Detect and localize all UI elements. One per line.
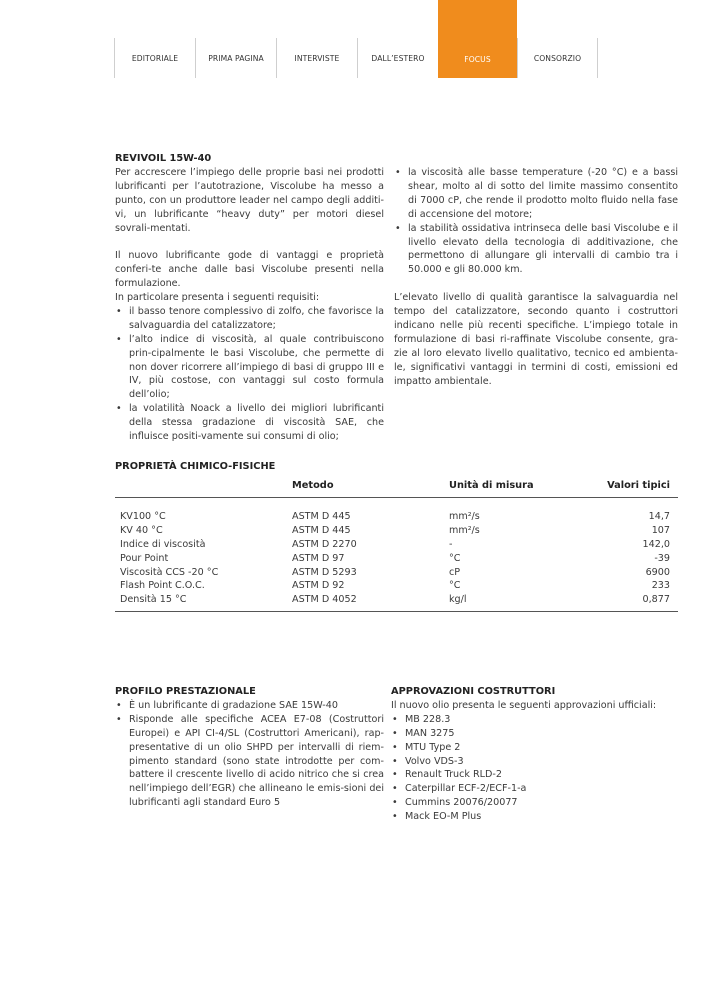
tab-focus[interactable]: FOCUS [438, 0, 517, 78]
list-item: • MTU Type 2 [391, 741, 678, 755]
tab-interviste[interactable]: INTERVISTE [276, 38, 357, 78]
table-header-metodo: Metodo [292, 480, 334, 491]
list-item: • Cummins 20076/20077 [391, 796, 678, 810]
intro-left-column [115, 152, 384, 444]
table-cell: kg/l [449, 594, 467, 606]
table-cell: cP [449, 566, 461, 578]
intro-paragraph-4: L’elevato livello di qualità garantisce la salvaguardia nel tempo del catalizzatore, secondo quanto i costruttori indicano nelle più recenti specifiche. L’impiego totale in formulazione di basi ri-raffinate Viscolube consente, gra-zie al loro elevato livello qualitativo, tecnico ed ambienta-le, significativi vantaggi in termini di costi, emissioni ed impatto ambientale. [394, 292, 678, 387]
table-cell: ASTM D 445 [292, 511, 351, 522]
approvals-title: APPROVAZIONI COSTRUTTORI [391, 686, 556, 697]
table-cell: 142,0 [642, 538, 670, 550]
table-cell: -39 [654, 552, 670, 564]
table-cell: KV100 °C [120, 511, 166, 522]
table-row [115, 524, 678, 538]
product-title: REVIVOIL 15W-40 [115, 153, 212, 164]
list-item: • Caterpillar ECF-2/ECF-1-a [391, 782, 678, 796]
table-header-rule [115, 497, 678, 498]
list-item: • Mack EO-M Plus [391, 810, 678, 824]
approvals-intro: Il nuovo olio presenta le seguenti approvazioni ufficiali: [391, 699, 657, 711]
table-cell: Densità 15 °C [120, 594, 187, 606]
table-row [115, 566, 678, 580]
intro-paragraph-2: Il nuovo lubrificante gode di vantaggi e proprietà conferi-te anche dalle basi Viscolube presenti nella formulazione. [115, 250, 384, 290]
tab-dall-estero[interactable]: DALL’ESTERO [357, 38, 438, 78]
table-cell: 233 [651, 580, 670, 592]
list-item: • È un lubrificante di gradazione SAE 15W-40 [115, 699, 384, 713]
profile-column [115, 685, 384, 810]
list-item: • MB 228.3 [391, 713, 678, 727]
tab-prima-pagina[interactable]: PRIMA PAGINA [195, 38, 276, 78]
table-cell: mm²/s [449, 524, 480, 536]
table-cell: ASTM D 2270 [292, 538, 357, 550]
list-item: • la stabilità ossidativa intrinseca delle basi Viscolube e il livello elevato della tecnologia di additivazione, che permettono di allungare gli intervalli di cambio tra i 50.000 e gli 80.000 km. [394, 222, 678, 278]
list-item: • l’alto indice di viscosità, al quale contribuiscono prin-cipalmente le basi Viscolube, che permette di non dover ricorrere all’impiego di basi di gruppo III e IV, più costose, con vantaggi sul costo formula dell’olio; [115, 333, 384, 403]
table-header-valori: Valori tipici [607, 480, 670, 491]
table-cell: Pour Point [120, 552, 169, 564]
profile-title: PROFILO PRESTAZIONALE [115, 686, 256, 697]
list-item: • la volatilità Noack a livello dei migliori lubrificanti della stessa gradazione di viscosità SAE, che influisce positi-vamente sui consumi di olio; [115, 402, 384, 444]
table-cell: ASTM D 5293 [292, 566, 357, 578]
table-cell: ASTM D 97 [292, 552, 345, 564]
top-navigation [0, 0, 723, 80]
list-item: • Renault Truck RLD-2 [391, 768, 678, 782]
list-item: • il basso tenore complessivo di zolfo, che favorisce la salvaguardia del catalizzatore; [115, 305, 384, 333]
table-cell: ASTM D 92 [292, 580, 345, 592]
table-header-row [115, 480, 678, 498]
approvals-column [391, 685, 678, 824]
table-cell: 107 [651, 524, 670, 536]
tab-editoriale[interactable]: EDITORIALE [114, 38, 195, 78]
list-item: • la viscosità alle basse temperature (-20 °C) e a bassi shear, molto al di sotto del limite massimo consentito di 7000 cP, che rende il prodotto molto fluido nella fase di accensione del motore; [394, 166, 678, 222]
table-cell: 0,877 [642, 594, 670, 606]
table-cell: ASTM D 4052 [292, 594, 357, 606]
tab-consorzio[interactable]: CONSORZIO [517, 38, 598, 78]
table-row [115, 593, 678, 607]
list-item: • MAN 3275 [391, 727, 678, 741]
table-cell: mm²/s [449, 511, 480, 522]
table-cell: ASTM D 445 [292, 524, 351, 536]
list-item: • Risponde alle specifiche ACEA E7-08 (Costruttori Europei) e API CI-4/SL (Costruttori Americani), rap-presentative di un olio SHPD per intervalli di riem-pimento standard (sono state introdotte per com-battere il crescente livello di acido nitrico che si crea nell’impiego dell’EGR) che allineano le emis-sioni dei lubrificanti agli standard Euro 5 [115, 713, 384, 810]
table-row [115, 510, 678, 524]
table-cell: Indice di viscosità [120, 538, 206, 550]
table-row [115, 552, 678, 566]
table-header-unita: Unità di misura [449, 480, 534, 491]
table-cell: °C [449, 580, 461, 592]
table-cell: 6900 [645, 566, 670, 578]
approvals-list [391, 713, 678, 824]
table-cell: 14,7 [648, 511, 670, 522]
requirements-list-left [115, 305, 384, 444]
table-cell: Flash Point C.O.C. [120, 580, 205, 592]
requirements-list-right [394, 166, 678, 277]
table-row [115, 579, 678, 593]
profile-list [115, 699, 384, 810]
table-bottom-rule [115, 611, 678, 612]
table-row [115, 538, 678, 552]
intro-paragraph-1: Per accrescere l’impiego delle proprie basi nei prodotti lubrificanti per l’autotrazione, Viscolube ha messo a punto, con un produttore leader nel campo degli additi-vi, un lubrificante “heavy duty” per motori diesel sovrali-mentati. [115, 166, 384, 234]
table-cell: KV 40 °C [120, 524, 163, 536]
table-cell: Viscosità CCS -20 °C [120, 566, 219, 578]
table-cell: °C [449, 552, 461, 564]
intro-paragraph-3: In particolare presenta i seguenti requisiti: [115, 292, 320, 304]
intro-right-column [394, 166, 678, 388]
properties-table [115, 480, 678, 613]
properties-title: PROPRIETÀ CHIMICO-FISICHE [115, 461, 276, 472]
table-cell: - [449, 538, 453, 550]
list-item: • Volvo VDS-3 [391, 755, 678, 769]
